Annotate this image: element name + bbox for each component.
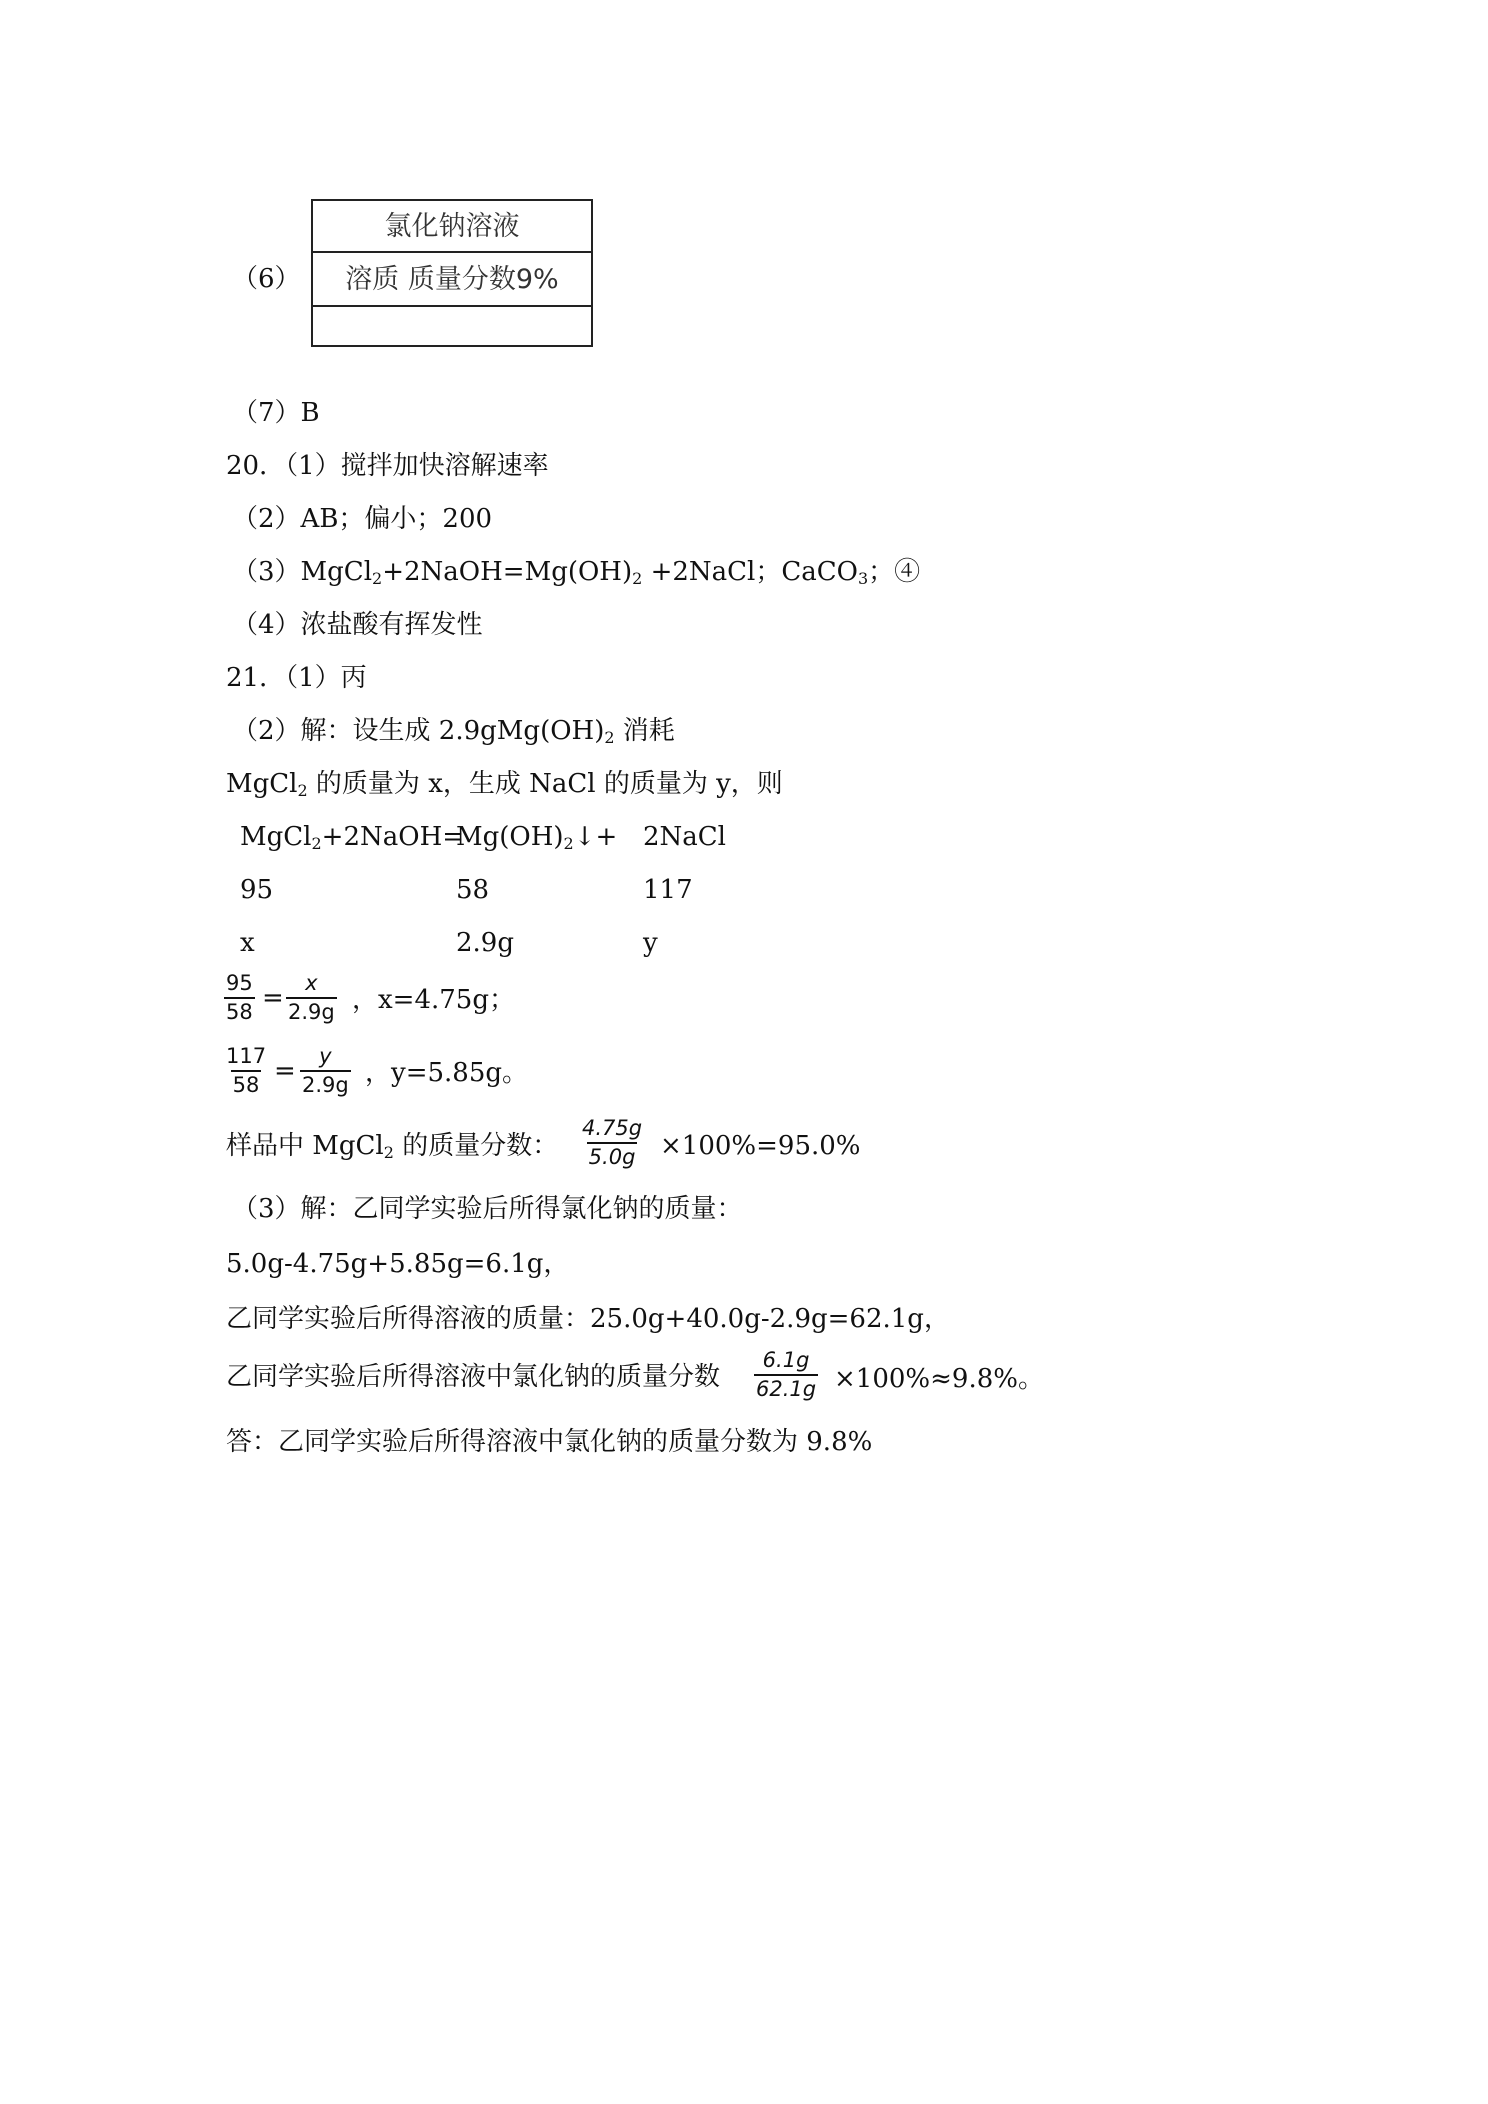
fraction-2-equals: = xyxy=(274,1056,296,1086)
fraction-4-prefix: 乙同学实验后所得溶液中氯化钠的质量分数 xyxy=(226,1362,721,1392)
mass-ratio-2: 58 xyxy=(456,875,490,905)
q21-line1: 21．（1）丙 xyxy=(226,663,367,693)
fraction-4: $\frac{6.1g}{62.1g}$ xyxy=(756,1348,817,1401)
q20-line1: 20．（1）搅拌加快溶解速率 xyxy=(226,451,549,481)
fraction-3-result: ×100%=95.0% xyxy=(660,1131,861,1161)
label-line-1: 氯化钠溶液 xyxy=(313,201,591,253)
final-answer: 答：乙同学实验后所得溶液中氯化钠的质量分数为 9.8% xyxy=(226,1427,873,1457)
equation-product-2: 2NaCl xyxy=(643,822,727,852)
fraction-2-left: $\frac{117}{58}$ xyxy=(226,1044,267,1097)
part7-answer: （7）B xyxy=(232,398,320,428)
fraction-1-equals: = xyxy=(262,983,284,1013)
q20-line4: （4）浓盐酸有挥发性 xyxy=(232,610,483,640)
var-1: x xyxy=(240,928,255,958)
fraction-1-left: $\frac{95}{58}$ xyxy=(226,971,253,1024)
equation-product-1: $Mg(OH)_2↓+$ xyxy=(456,822,618,853)
mass-ratio-3: 117 xyxy=(643,875,693,905)
fraction-3: $\frac{4.75g}{5.0g}$ xyxy=(582,1116,643,1169)
fraction-1-result: ，x=4.75g； xyxy=(352,985,515,1015)
var-3: y xyxy=(643,928,658,958)
q20-line2: （2）AB；偏小；200 xyxy=(232,504,493,534)
mass-ratio-1: 95 xyxy=(240,875,274,905)
fraction-3-prefix: 样品中 MgCl$_2$ 的质量分数： xyxy=(226,1131,559,1162)
fraction-2-right: $\frac{y}{2.9g}$ xyxy=(302,1044,349,1097)
q21-line2: （2）解：设生成 $2.9gMg(OH)_2$ 消耗 xyxy=(232,716,675,747)
fraction-4-result: ×100%≈9.8%。 xyxy=(834,1364,1044,1394)
equation-reactants: MgCl$_2$+2NaOH= xyxy=(240,822,465,853)
q21-part3-line3: 乙同学实验后所得溶液的质量：25.0g+40.0g-2.9g=62.1g， xyxy=(226,1304,950,1334)
fraction-2-result: ，y=5.85g。 xyxy=(365,1058,529,1088)
part6-label: （6） xyxy=(232,264,301,294)
label-line-2: 溶质 质量分数9% xyxy=(313,253,591,307)
label-line-3-empty xyxy=(313,307,591,347)
reagent-label-box xyxy=(311,199,593,347)
q21-part3-line2: 5.0g-4.75g+5.85g=6.1g， xyxy=(226,1249,570,1279)
q20-line3: $(3)MgCl_2+2NaOH=Mg(OH)_2$ +2NaCl；CaCO$_3$；④ xyxy=(232,557,921,588)
q21-line3: MgCl$_2$ 的质量为 x，生成 NaCl 的质量为 y，则 xyxy=(226,769,783,800)
fraction-1-right: $\frac{x}{2.9g}$ xyxy=(288,971,335,1024)
var-2: 2.9g xyxy=(456,928,514,958)
q21-part3-line1: （3）解：乙同学实验后所得氯化钠的质量： xyxy=(232,1194,743,1224)
